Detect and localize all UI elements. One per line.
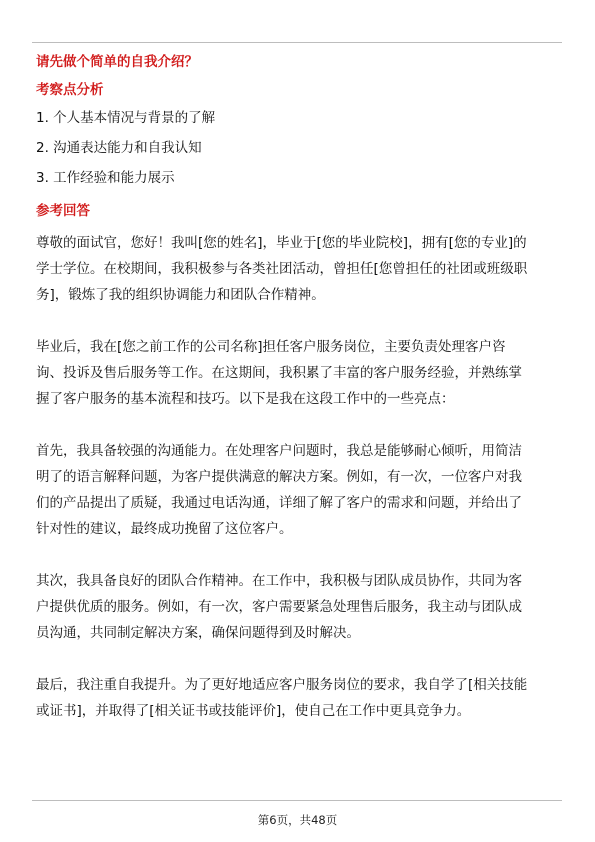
answer-paragraph: 首先，我具备较强的沟通能力。在处理客户问题时，我总是能够耐心倾听，用简洁 明了的语言解释问题，为客户提供满意的解决方案。例如，有一次，一位客户对我 们的产品提出了质疑，我通过电话沟通，详细了解了客户的需求和问题，并给出了 针对性的建议，最终成功挽留了这位客户。 — [36, 443, 522, 537]
answer-paragraph: 其次，我具备良好的团队合作精神。在工作中，我积极与团队成员协作，共同为客 户提供优质的服务。例如，有一次，客户需要紧急处理售后服务，我主动与团队成 员沟通，共同制定解决方案，确保问题得到及时解决。 — [36, 573, 522, 641]
analysis-point: 2. 沟通表达能力和自我认知 — [36, 140, 202, 156]
answer-paragraph: 尊敬的面试官，您好！我叫[您的姓名]，毕业于[您的毕业院校]，拥有[您的专业]的 学士学位。在校期间，我积极参与各类社团活动，曾担任[您曾担任的社团或班级职 务]，锻炼了我的组织协调能力和团队合作精神。 — [36, 235, 528, 303]
footer-rule — [32, 800, 562, 801]
reference-heading: 参考回答 — [36, 203, 90, 219]
analysis-heading: 考察点分析 — [36, 82, 104, 98]
answer-paragraph: 最后，我注重自我提升。为了更好地适应客户服务岗位的要求，我自学了[相关技能 或证书]，并取得了[相关证书或技能评价]，使自己在工作中更具竞争力。 — [36, 677, 528, 719]
question-title: 请先做个简单的自我介绍？ — [36, 54, 198, 70]
header-rule — [32, 42, 562, 43]
page-number: 第6页，共48页 — [257, 813, 338, 827]
answer-paragraph: 毕业后，我在[您之前工作的公司名称]担任客户服务岗位，主要负责处理客户咨 询、投诉及售后服务等工作。在这期间，我积累了丰富的客户服务经验，并熟练掌 握了客户服务的基本流程和技巧。以下是我在这段工作中的一些亮点： — [36, 339, 522, 407]
reference-answer — [36, 230, 560, 750]
analysis-point: 3. 工作经验和能力展示 — [36, 170, 175, 186]
analysis-point: 1. 个人基本情况与背景的了解 — [36, 110, 216, 126]
